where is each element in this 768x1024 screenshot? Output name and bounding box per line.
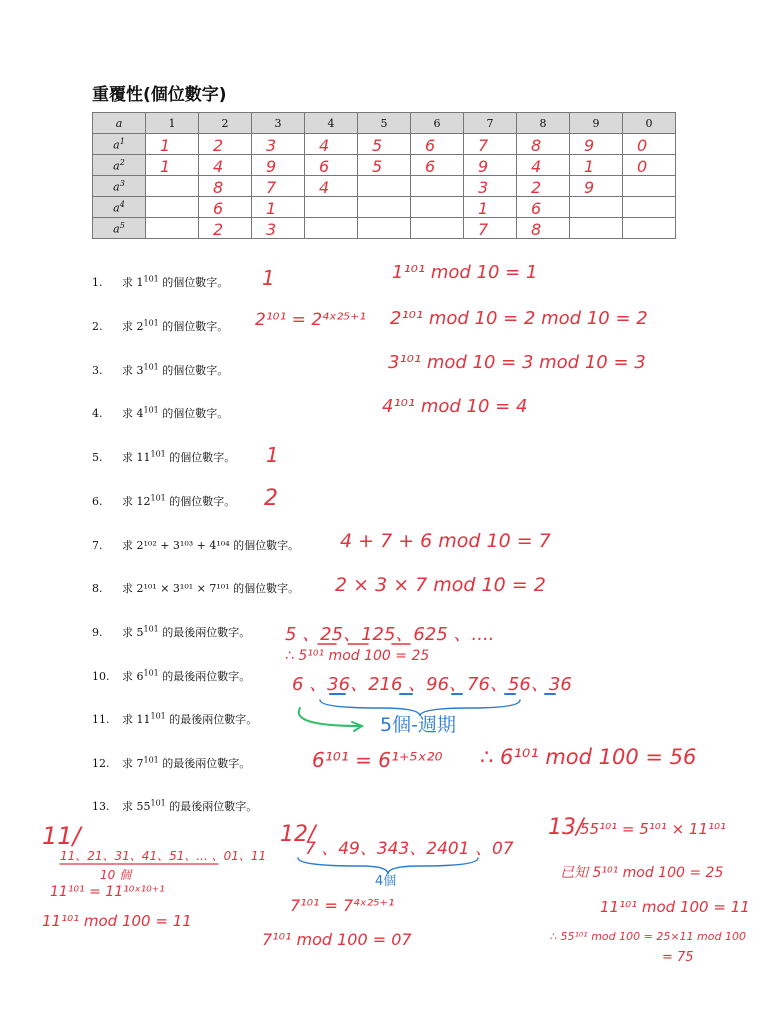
question-9: 9. 求 $5^{101}$ 的最後兩位數字。 bbox=[92, 624, 251, 639]
question-10: 10. 求 $6^{101}$ 的最後兩位數字。 bbox=[92, 668, 251, 683]
table-cell: 1 bbox=[252, 197, 305, 218]
question-5: 5. 求 $11^{101}$ 的個位數字。 bbox=[92, 449, 236, 464]
answer-1: 1 bbox=[262, 266, 275, 290]
table-cell: 5 bbox=[358, 134, 411, 155]
answer-1-mod: 1¹⁰¹ mod 10 = 1 bbox=[392, 262, 538, 283]
work-12-sequence: 7 、49、343、2401 、07 bbox=[305, 839, 514, 859]
table-cell: 8 bbox=[517, 218, 570, 239]
table-cell: 6 bbox=[411, 155, 464, 176]
table-cell: 6 bbox=[305, 155, 358, 176]
work-11-expand: 11¹⁰¹ = 11¹⁰ˣ¹⁰⁺¹ bbox=[50, 884, 165, 900]
work-13-mod: ∴ 55¹⁰¹ mod 100 = 25×11 mod 100 bbox=[550, 930, 746, 943]
row-label: $a^5$ bbox=[93, 218, 146, 239]
work-12-cycle: 4個 bbox=[375, 874, 397, 889]
table-cell: 8 bbox=[199, 176, 252, 197]
col-header: 5 bbox=[358, 113, 411, 134]
col-header: 6 bbox=[411, 113, 464, 134]
table-cell: 3 bbox=[252, 134, 305, 155]
question-13: 13. 求 $55^{101}$ 的最後兩位數字。 bbox=[92, 798, 258, 813]
answer-9-sequence: 5 、25、125、625 、.... bbox=[285, 624, 495, 645]
question-6: 6. 求 $12^{101}$ 的個位數字。 bbox=[92, 493, 236, 508]
table-cell: 6 bbox=[517, 197, 570, 218]
question-2: 2. 求 $2^{101}$ 的個位數字。 bbox=[92, 318, 229, 333]
answer-12-expand: 6¹⁰¹ = 6¹⁺⁵ˣ²⁰ bbox=[312, 748, 443, 772]
table-cell: 4 bbox=[305, 134, 358, 155]
table-cell: 4 bbox=[517, 155, 570, 176]
table-cell: 3 bbox=[464, 176, 517, 197]
work-13-11: 11¹⁰¹ mod 100 = 11 bbox=[600, 898, 750, 916]
work-13-number: 13/ bbox=[548, 815, 584, 840]
page-title: 重覆性(個位數字) bbox=[92, 85, 227, 105]
table-cell: 2 bbox=[199, 218, 252, 239]
answer-3-mod: 3¹⁰¹ mod 10 = 3 mod 10 = 3 bbox=[388, 352, 646, 373]
brace-10 bbox=[320, 700, 520, 716]
table-cell: 6 bbox=[411, 134, 464, 155]
col-header: 4 bbox=[305, 113, 358, 134]
table-cell: 1 bbox=[146, 134, 199, 155]
row-label: $a^4$ bbox=[93, 197, 146, 218]
work-11-sequence: 11、21、31、41、51、... 、01、11 bbox=[60, 849, 267, 863]
question-4: 4. 求 $4^{101}$ 的個位數字。 bbox=[92, 405, 229, 420]
col-header: 8 bbox=[517, 113, 570, 134]
work-12-mod: 7¹⁰¹ mod 100 = 07 bbox=[262, 930, 412, 949]
table-cell: 7 bbox=[252, 176, 305, 197]
table-cell: 6 bbox=[199, 197, 252, 218]
table-cell: 4 bbox=[305, 176, 358, 197]
work-13-known: 已知 5¹⁰¹ mod 100 = 25 bbox=[560, 865, 724, 881]
col-header: 7 bbox=[464, 113, 517, 134]
question-7: 7. 求 2¹⁰² + 3¹⁰³ + 4¹⁰⁴ 的個位數字。 bbox=[92, 539, 300, 552]
table-cell: 8 bbox=[517, 134, 570, 155]
answer-7: 4 + 7 + 6 mod 10 = 7 bbox=[340, 530, 551, 552]
question-8: 8. 求 2¹⁰¹ × 3¹⁰¹ × 7¹⁰¹ 的個位數字。 bbox=[92, 582, 300, 595]
table-cell: 0 bbox=[623, 134, 676, 155]
row-label: $a^1$ bbox=[93, 134, 146, 155]
table-cell: 1 bbox=[146, 155, 199, 176]
brace-12 bbox=[298, 858, 478, 874]
table-cell: 2 bbox=[199, 134, 252, 155]
work-12-expand: 7¹⁰¹ = 7⁴ˣ²⁵⁺¹ bbox=[290, 896, 395, 915]
table-cell: 9 bbox=[464, 155, 517, 176]
answer-9-mod: ∴ 5¹⁰¹ mod 100 = 25 bbox=[285, 648, 430, 664]
table-header-a: a bbox=[93, 113, 146, 134]
answer-2-expand: 2¹⁰¹ = 2⁴ˣ²⁵⁺¹ bbox=[255, 310, 366, 330]
work-13-result: = 75 bbox=[662, 950, 694, 965]
table-cell: 1 bbox=[464, 197, 517, 218]
work-12-number: 12/ bbox=[280, 822, 316, 847]
table-cell: 3 bbox=[252, 218, 305, 239]
arrow-curve-10 bbox=[299, 708, 360, 726]
col-header: 0 bbox=[623, 113, 676, 134]
answer-8: 2 × 3 × 7 mod 10 = 2 bbox=[335, 574, 546, 596]
question-12: 12. 求 $7^{101}$ 的最後兩位數字。 bbox=[92, 755, 251, 770]
table-cell: 5 bbox=[358, 155, 411, 176]
answer-6: 2 bbox=[264, 486, 278, 511]
table-cell: 9 bbox=[252, 155, 305, 176]
table-cell: 9 bbox=[570, 134, 623, 155]
table-cell: 7 bbox=[464, 134, 517, 155]
col-header: 2 bbox=[199, 113, 252, 134]
work-11-mod: 11¹⁰¹ mod 100 = 11 bbox=[42, 912, 192, 930]
row-label: $a^2$ bbox=[93, 155, 146, 176]
table-cell: 7 bbox=[464, 218, 517, 239]
table-cell: 2 bbox=[517, 176, 570, 197]
table-cell: 0 bbox=[623, 155, 676, 176]
question-1: 1. 求 $1^{101}$ 的個位數字。 bbox=[92, 274, 229, 289]
table-cell: 1 bbox=[570, 155, 623, 176]
question-11: 11. 求 $11^{101}$ 的最後兩位數字。 bbox=[92, 711, 258, 726]
work-11-cycle: 10 個 bbox=[100, 868, 132, 882]
col-header: 9 bbox=[570, 113, 623, 134]
answer-5: 1 bbox=[266, 443, 279, 467]
col-header: 3 bbox=[252, 113, 305, 134]
col-header: 1 bbox=[146, 113, 199, 134]
answer-10-sequence: 6 、36、216 、96、76、56、36 bbox=[292, 674, 572, 695]
row-label: $a^3$ bbox=[93, 176, 146, 197]
question-3: 3. 求 $3^{101}$ 的個位數字。 bbox=[92, 362, 229, 377]
work-13-expand: 55¹⁰¹ = 5¹⁰¹ × 11¹⁰¹ bbox=[580, 820, 727, 838]
answer-12-mod: ∴ 6¹⁰¹ mod 100 = 56 bbox=[480, 745, 697, 769]
table-cell: 4 bbox=[199, 155, 252, 176]
answer-4-mod: 4¹⁰¹ mod 10 = 4 bbox=[382, 396, 528, 417]
work-11-number: 11/ bbox=[42, 822, 81, 850]
answer-2-mod: 2¹⁰¹ mod 10 = 2 mod 10 = 2 bbox=[390, 308, 648, 329]
table-cell: 9 bbox=[570, 176, 623, 197]
answer-10-cycle: 5個-週期 bbox=[380, 714, 456, 736]
